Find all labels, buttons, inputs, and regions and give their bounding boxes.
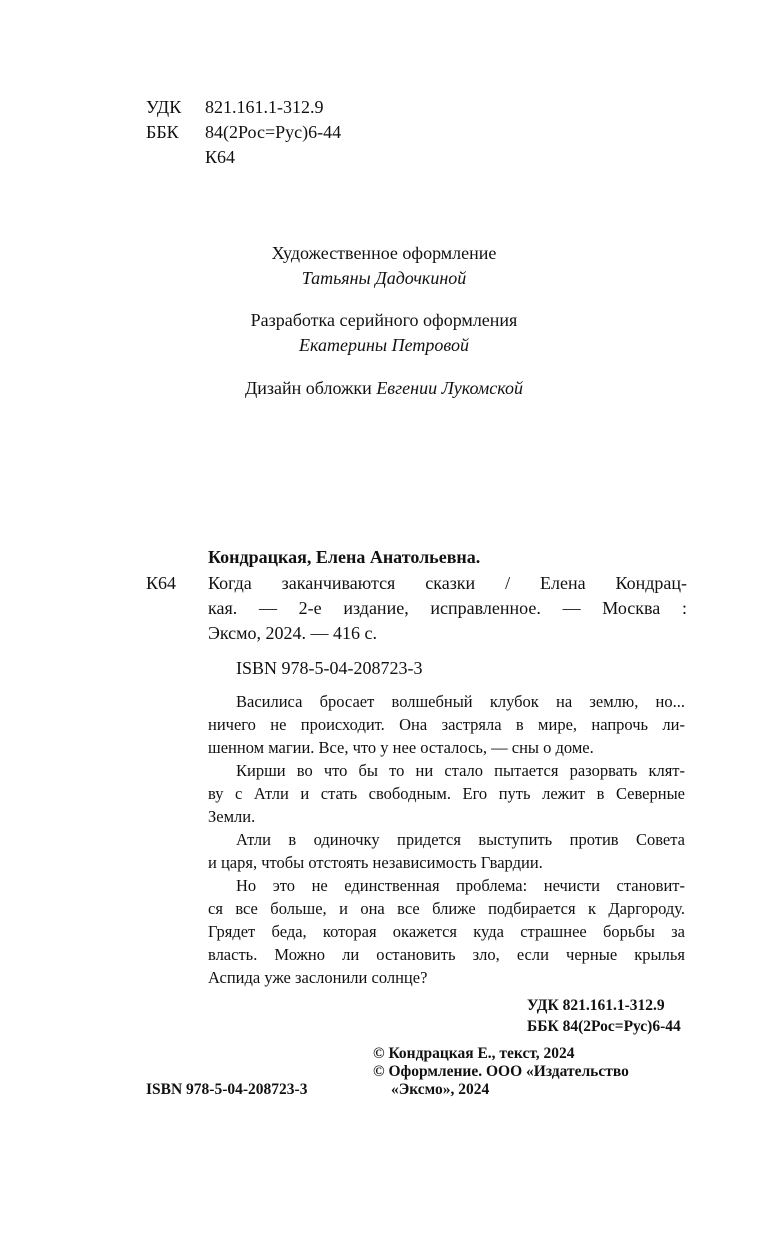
annotation-line: Атли в одиночку придется выступить против Совета xyxy=(236,830,685,849)
annotation-line: Кирши во что бы то ни стало пытается разорвать клят- xyxy=(236,761,685,780)
short-udk: УДК 821.161.1-312.9 xyxy=(527,997,665,1014)
annotation-line: Грядет беда, которая окажется куда страшнее борьбы за xyxy=(208,922,685,941)
short-bbk: ББК 84(2Рос=Рус)6-44 xyxy=(527,1018,681,1035)
credit-role-cover: Дизайн обложки xyxy=(244,378,372,398)
credit-name-art: Татьяны Дадочкиной xyxy=(301,268,467,288)
catalog-isbn: ISBN 978-5-04-208723-3 xyxy=(236,658,423,678)
annotation-line: ся все больше, и она все ближе подбирается к Даргороду. xyxy=(208,899,685,918)
bbk-label: ББК xyxy=(146,122,179,142)
annotation-line: власть. Можно ли остановить зло, если черные крылья xyxy=(208,945,685,964)
catalog-author-mark: К64 xyxy=(146,573,177,593)
annotation-line: Земли. xyxy=(208,807,256,826)
copyright-line: © Кондрацкая Е., текст, 2024 xyxy=(373,1045,575,1062)
annotation-line: ву с Атли и стать свободным. Его путь лежит в Северные xyxy=(208,784,685,803)
catalog-author-heading: Кондрацкая, Елена Анатольевна. xyxy=(208,547,481,567)
annotation-line: Василиса бросает волшебный клубок на землю, но... xyxy=(236,692,685,711)
annotation-line: Аспида уже заслонили солнце? xyxy=(208,968,428,987)
copyright-line: «Эксмо», 2024 xyxy=(391,1081,490,1098)
bbk-value: 84(2Рос=Рус)6-44 xyxy=(205,122,342,142)
credit-name-cover: Евгении Лукомской xyxy=(376,378,524,398)
credit-cover xyxy=(0,376,768,400)
annotation-line: ничего не происходит. Она застряла в мире, напрочь ли- xyxy=(208,715,685,734)
catalog-title-line: кая. — 2-е издание, исправленное. — Москва : xyxy=(208,598,687,618)
credit-role-art: Художественное оформление xyxy=(271,243,497,263)
credit-name-series: Екатерины Петровой xyxy=(299,335,469,355)
footer-isbn: ISBN 978-5-04-208723-3 xyxy=(146,1081,308,1098)
annotation-line: и царя, чтобы отстоять независимость Гвардии. xyxy=(208,853,543,872)
annotation-line: шенном магии. Все, что у нее осталось, — сны о доме. xyxy=(208,738,594,757)
annotation-line: Но это не единственная проблема: нечисти становит- xyxy=(236,876,685,895)
author-mark: К64 xyxy=(205,147,236,167)
copyright-line: © Оформление. ООО «Издательство xyxy=(373,1063,629,1080)
catalog-title-line: Когда заканчиваются сказки / Елена Кондрац- xyxy=(208,573,687,593)
credit-role-series: Разработка серийного оформления xyxy=(250,310,518,330)
udk-label: УДК xyxy=(146,97,182,117)
catalog-title-line: Эксмо, 2024. — 416 с. xyxy=(208,623,378,643)
udk-value: 821.161.1-312.9 xyxy=(205,97,324,117)
